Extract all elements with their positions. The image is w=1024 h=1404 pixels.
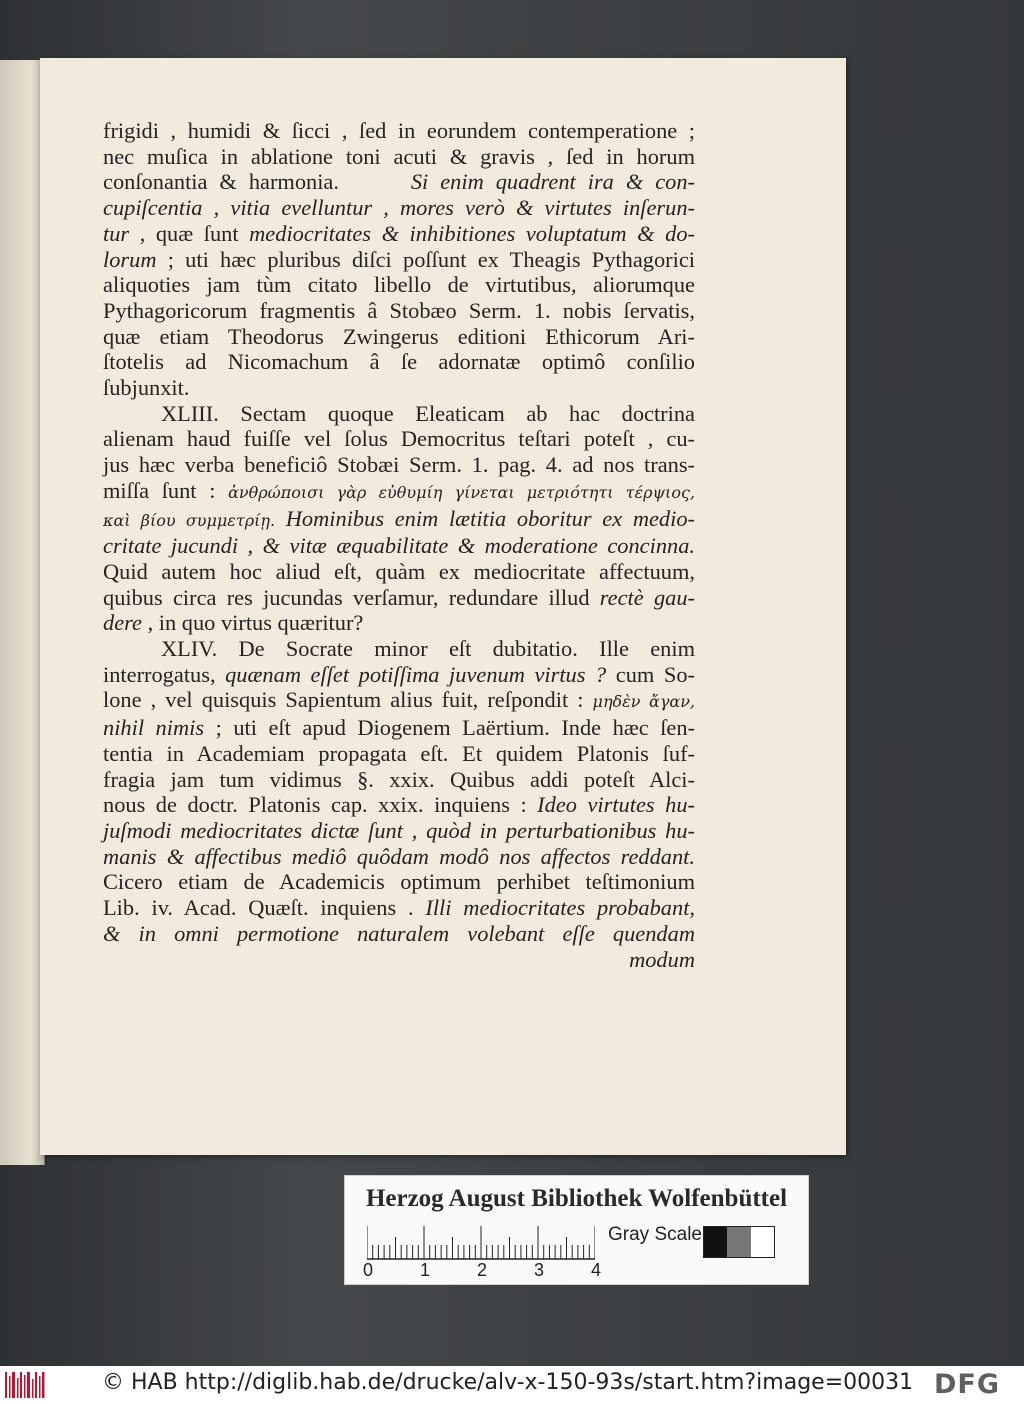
text-line: aliquoties jam tùm citato libello de virtutibus, aliorumque xyxy=(103,272,695,298)
text-line: Quid autem hoc aliud eſt, quàm ex mediocritate affectuum, xyxy=(103,558,695,584)
greek-quote: μηδὲν ἄγαν, xyxy=(592,692,696,712)
ruler-numbers xyxy=(363,1260,603,1280)
ruler-scale xyxy=(367,1226,595,1260)
italic-span: Hominibus enim lætitia oboritur ex medio- xyxy=(275,505,695,531)
ruler-number: 4 xyxy=(591,1260,602,1280)
section-heading-line: XLIII. Sectam quoque Eleaticam ab hac doctrina xyxy=(161,400,695,426)
gray-swatch xyxy=(704,1227,727,1257)
text-line xyxy=(103,844,695,870)
italic-span: Illi mediocritates probabant, xyxy=(425,895,696,921)
italic-span: dere xyxy=(103,610,142,636)
text-line xyxy=(103,506,695,534)
text-span: cum So- xyxy=(606,661,695,687)
text-line: alienam haud fuiſſe vel ſolus Democritus teſtari poteſt , cu- xyxy=(103,426,695,452)
italic-span: rectè gau- xyxy=(599,584,695,610)
italic-span: lorum xyxy=(103,246,157,272)
text-line xyxy=(103,169,695,195)
section-heading-line: XLIV. De Socrate minor eſt dubitatio. Ille enim xyxy=(161,636,695,662)
italic-span: critate jucundi , & vitæ æquabilitate & moderatione concinna. xyxy=(103,533,695,559)
catchword xyxy=(103,947,695,973)
italic-span: cupiſcentia , vitia evelluntur , mores verò & virtutes inſerun- xyxy=(103,195,695,221)
text-span: , in quo virtus quæritur? xyxy=(141,610,364,636)
text-line xyxy=(103,221,695,247)
italic-span: nihil nimis xyxy=(103,715,205,741)
italic-span: mediocritates & inhibitiones voluptatum & do- xyxy=(249,220,695,246)
text-line xyxy=(103,687,695,715)
italic-span: quænam eſſet potiſſima juvenum virtus ? xyxy=(225,661,607,687)
dfg-logo: DFG xyxy=(934,1369,1001,1400)
text-line: Pythagoricorum fragmentis â Stobæo Serm. 1. nobis ſervatis, xyxy=(103,297,695,323)
gray-swatch xyxy=(751,1227,774,1257)
library-title: Herzog August Bibliothek Wolfenbüttel xyxy=(365,1185,788,1212)
text-line: fragia jam tum vidimus §. xxix. Quibus addi poteſt Alci- xyxy=(103,766,695,792)
text-span: nous de doctr. Platonis cap. xxix. inquiens : xyxy=(103,792,538,818)
text-span: ; uti hæc pluribus diſci poſſunt ex Theagis Pythagorici xyxy=(156,246,695,272)
italic-span: juſmodi mediocritates dictæ ſunt , quòd in perturbationibus hu- xyxy=(103,817,695,843)
italic-span: Si enim quadrent ira & con- xyxy=(410,169,696,195)
text-line: jus hæc verba beneficiô Stobæi Serm. 1. pag. 4. ad nos trans- xyxy=(103,452,695,478)
text-line xyxy=(103,792,695,818)
text-line: nec muſica in ablatione toni acuti & gravis , ſed in horum xyxy=(103,143,695,169)
text-span: ; uti eſt apud Diogenem Laërtium. Inde hæc ſen- xyxy=(204,715,696,741)
color-calibration-card xyxy=(344,1175,809,1285)
text-span: , quæ ſunt xyxy=(129,220,250,246)
text-line xyxy=(103,715,695,741)
text-line xyxy=(103,818,695,844)
footer-bar xyxy=(0,1366,1024,1404)
ruler-number: 1 xyxy=(420,1260,431,1280)
gray-swatch xyxy=(727,1227,750,1257)
ruler-number: 2 xyxy=(477,1260,488,1280)
text-span: conſonantia & harmonia. xyxy=(103,169,339,195)
gray-scale-swatches xyxy=(703,1226,775,1258)
italic-span: Ideo virtutes hu- xyxy=(537,792,695,818)
greek-quote: καὶ βίου συμμετρίῃ. xyxy=(103,510,276,530)
ruler-number: 0 xyxy=(363,1260,374,1280)
barcode-icon xyxy=(4,1370,46,1400)
copyright-link[interactable]: © HAB http://diglib.hab.de/drucke/alv-x-150-93s/start.htm?image=00031 xyxy=(102,1370,914,1395)
text-line: tentia in Academiam propagata eſt. Et quidem Platonis ſuf- xyxy=(103,740,695,766)
previous-page-edge xyxy=(0,60,45,1165)
text-line xyxy=(103,585,695,611)
text-span: lone , vel quisquis Sapientum alius fuit, reſpondit : xyxy=(103,687,593,713)
text-span: miſſa ſunt : xyxy=(103,477,229,503)
text-span: Lib. iv. Acad. Quæſt. inquiens . xyxy=(103,895,426,921)
italic-span: tur xyxy=(103,220,130,246)
text-line xyxy=(103,478,695,506)
text-span: interrogatus, xyxy=(103,661,226,687)
italic-span: & in omni permotione naturalem volebant eſſe quendam xyxy=(103,920,695,946)
text-line xyxy=(103,921,695,947)
greek-quote: ἀνθρώποισι γὰρ εὐθυμίη γίνεται μετριότητι τέρψιος, xyxy=(228,482,695,502)
text-line xyxy=(103,195,695,221)
gray-scale-label: Gray Scale xyxy=(608,1224,702,1245)
text-line: Cicero etiam de Academicis optimum perhibet teſtimonium xyxy=(103,869,695,895)
text-line xyxy=(103,247,695,273)
text-line: ſubjunxit. xyxy=(103,375,190,401)
text-line xyxy=(103,533,695,559)
text-line xyxy=(103,610,695,636)
italic-span: modum xyxy=(629,946,695,972)
text-line: quæ etiam Theodorus Zwingerus editioni Ethicorum Ari- xyxy=(103,323,695,349)
page-text xyxy=(103,118,695,972)
text-line xyxy=(103,662,695,688)
text-line xyxy=(103,895,695,921)
ruler-number: 3 xyxy=(534,1260,545,1280)
text-span: quibus circa res jucundas verſamur, redundare illud xyxy=(103,584,600,610)
italic-span: manis & affectibus mediô quôdam modô nos affectos reddant. xyxy=(103,843,695,869)
text-line: ſtotelis ad Nicomachum â ſe adornatæ optimô conſilio xyxy=(103,349,695,375)
text-line: frigidi , humidi & ſicci , ſed in eorundem contemperatione ; xyxy=(103,118,695,143)
